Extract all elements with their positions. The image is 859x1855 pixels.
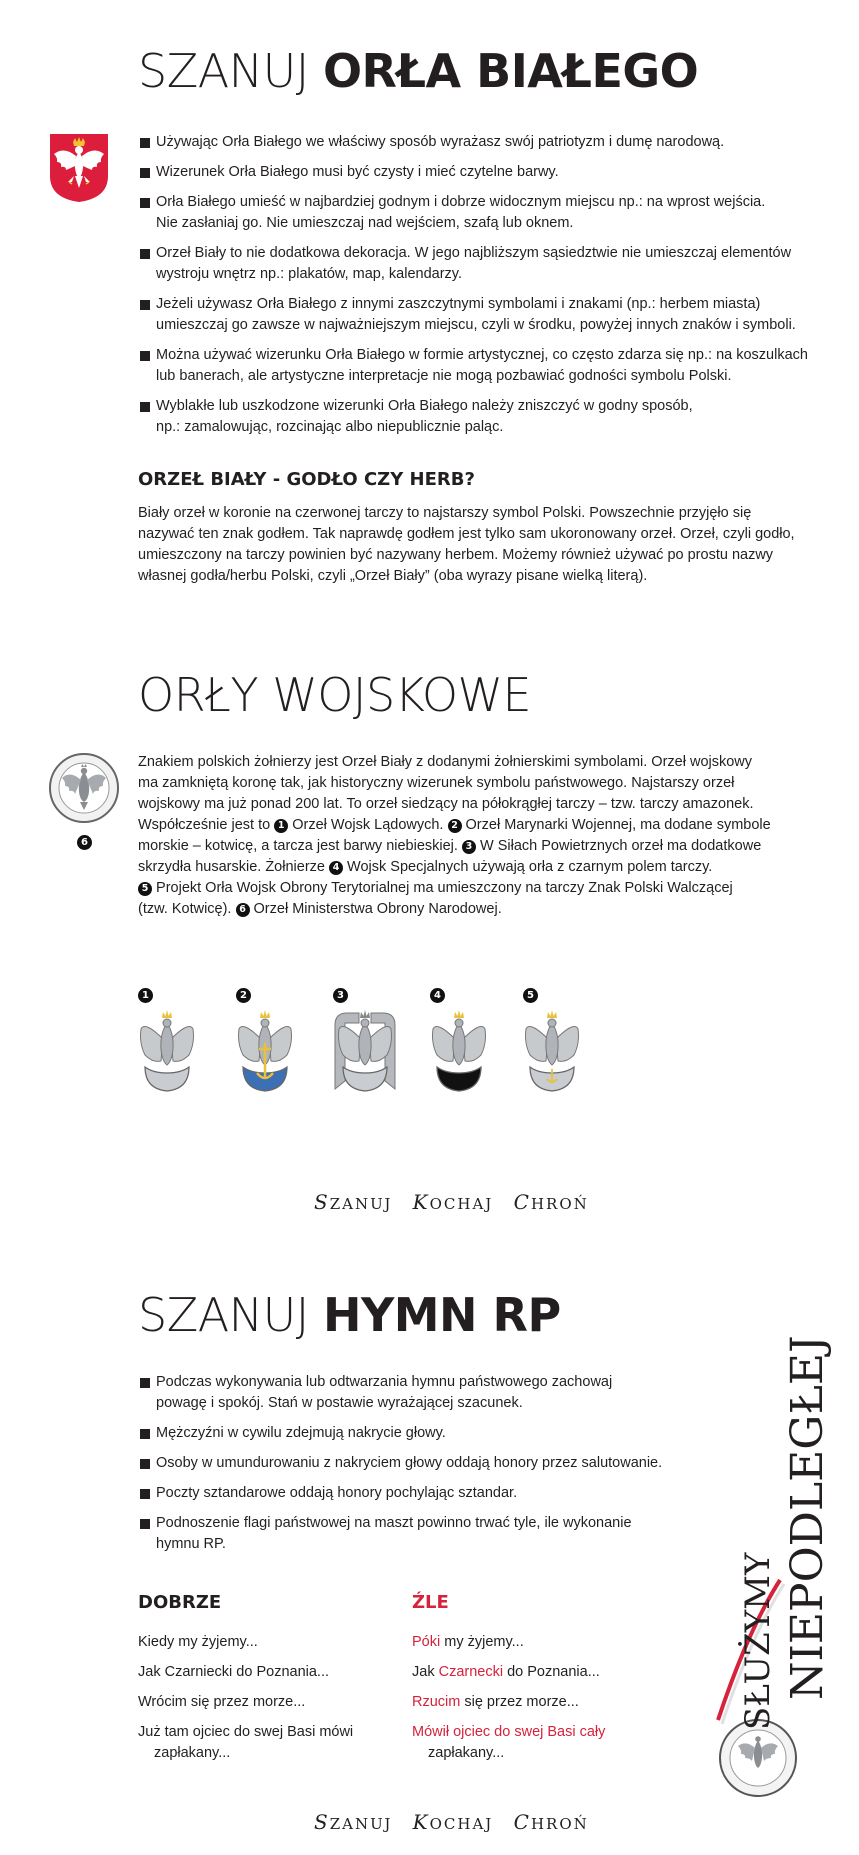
rule-item: Wizerunek Orła Białego musi być czysty i mieć czytelne barwy. [140,162,840,183]
motto: SZANUJ KOCHAJ CHROŃ [314,1190,589,1214]
rule-item: Poczty sztandarowe oddają honory pochylając sztandar. [140,1483,700,1504]
side-number-badge: 6 [77,835,92,850]
bad-column [412,1632,672,1773]
section2-title: ORŁY WOJSKOWE [138,668,532,722]
bad-line: Póki my żyjemy... [412,1634,524,1650]
motto-bottom: SZANUJ KOCHAJ CHROŃ [314,1810,589,1834]
good-line: Kiedy my żyjemy... [138,1634,258,1650]
section3-rules [140,1372,700,1564]
section3-title: SZANUJ HYMN RP [138,1288,561,1342]
rule-item: Mężczyźni w cywilu zdejmują nakrycie głowy. [140,1423,700,1444]
eagle-item-1 [138,985,153,1003]
title-light: SZANUJ [138,44,309,98]
territorial-defence-eagle-icon [519,999,585,1099]
military-eagles-row [138,985,618,1095]
eagle-item-2 [236,985,251,1003]
polish-eagle-emblem [48,132,110,209]
special-forces-eagle-icon [426,999,492,1099]
good-column-heading: DOBRZE [138,1592,222,1613]
eagle-number: 3 [333,988,348,1003]
rule-item: Jeżeli używasz Orła Białego z innymi zaszczytnymi symbolami i znakami (np.: herbem miasta) umieszczaj go zawsze w najważniejszym miejscu, czyli w środku, powyżej innych znaków i symboli. [140,294,840,336]
title-bold: ORŁA BIAŁEGO [322,44,699,98]
bad-column-heading: ŹLE [412,1592,449,1613]
inline-number: 4 [329,861,343,875]
eagle-item-4 [430,985,445,1003]
section1-subheading: ORZEŁ BIAŁY - GODŁO CZY HERB? [138,469,475,490]
section2-paragraph: Znakiem polskich żołnierzy jest Orzeł Biały z dodanymi żołnierskimi symbolami. Orzeł wojskowy ma zamkniętą koronę tak, jak historyczny wizerunek symbolu państwowego. Najstarszy orzeł wojskowy ma już ponad 200 lat. To orzeł siedzący na półokrągłej tarczy – tzw. tarczy amazonek. Współcześnie jest to 1 Orzeł Wojsk Lądowych. 2 Orzeł Marynarki Wojennej, ma dodane symbole morskie – kotwicę, a tarcza jest barwy niebieskiej. 3 W Siłach Powietrznych orzeł ma dodatkowe skrzydła husarskie. Żołnierze 4 Wojsk Specjalnych używają orła z czarnym polem tarczy. 5 Projekt Orła Wojsk Obrony Terytorialnej ma umieszczony na tarczy Znak Polski Walczącej (tzw. Kotwicę). 6 Orzeł Ministerstwa Obrony Narodowej. [138,754,771,917]
eagle-number: 5 [523,988,538,1003]
ministry-eagle-badge [48,752,120,829]
eagle-item-5 [523,985,538,1003]
rule-item: Orła Białego umieść w najbardziej godnym i dobrze widocznym miejscu np.: na wprost wejścia. Nie zasłaniaj go. Nie umieszczaj nad wejściem, szafą lub oknem. [140,192,840,234]
rule-item: Podczas wykonywania lub odtwarzania hymnu państwowego zachowaj powagę i spokój. Stań w postawie wyrażającej szacunek. [140,1372,700,1414]
eagle-number: 2 [236,988,251,1003]
inline-number: 3 [462,840,476,854]
inline-number: 2 [448,819,462,833]
navy-eagle-icon [232,999,298,1099]
good-column [138,1632,398,1773]
bad-line: Jak Czarnecki do Poznania... [412,1664,600,1680]
air-force-eagle-icon [327,999,403,1099]
eagle-number: 4 [430,988,445,1003]
bad-line: Mówił ojciec do swej Basi cały zapłakany... [412,1724,606,1761]
land-forces-eagle-icon [134,999,200,1099]
section1-title [138,44,699,98]
rule-item: Wyblakłe lub uszkodzone wizerunki Orła Białego należy zniszczyć w godny sposób, np.: zamalowując, rozcinając albo niepublicznie paląc. [140,396,840,438]
eagle-number: 1 [138,988,153,1003]
eagle-item-3 [333,985,348,1003]
rule-item: Podnoszenie flagi państwowej na maszt powinno trwać tyle, ile wykonanie hymnu RP. [140,1513,700,1555]
rule-item: Osoby w umundurowaniu z nakryciem głowy oddają honory przez salutowanie. [140,1453,700,1474]
good-line: Jak Czarniecki do Poznania... [138,1664,330,1680]
rule-item: Używając Orła Białego we właściwy sposób wyrażasz swój patriotyzm i dumę narodową. [140,132,840,153]
vertical-word-big: NIEPODLEGŁEJ [782,1335,833,1700]
section1-rules [140,132,840,447]
vertical-word-small: SŁUŻYMY [738,1552,778,1730]
rule-item: Można używać wizerunku Orła Białego w formie artystycznej, co często zdarza się np.: na koszulkach lub banerach, ale artystyczne interpretacje nie mogą pozbawiać godności symbolu Polski. [140,345,840,387]
good-line: Wrócim się przez morze... [138,1694,306,1710]
good-line: Już tam ojciec do swej Basi mówi zapłakany... [138,1724,354,1761]
rule-item: Orzeł Biały to nie dodatkowa dekoracja. W jego najbliższym sąsiedztwie nie umieszczaj elementów wystroju wnętrz np.: plakatów, map, kalendarzy. [140,243,840,285]
sluzymy-niepodleglej-logo [708,1300,833,1800]
inline-number: 5 [138,882,152,896]
inline-number: 6 [236,903,250,917]
bad-line: Rzucim się przez morze... [412,1694,579,1710]
section1-paragraph: Biały orzeł w koronie na czerwonej tarczy to najstarszy symbol Polski. Powszechnie przyjęło się nazywać ten znak godłem. Tak naprawdę godłem jest tylko sam ukoronowany orzeł. Orzeł, czyli godło, umieszczony na tarczy powinien być nazywany herbem. Możemy również używać po prostu nazwy własnej godła/herbu Polski, czyli „Orzeł Biały” (oba wyrazy pisane wielką literą). [138,505,795,584]
inline-number: 1 [274,819,288,833]
